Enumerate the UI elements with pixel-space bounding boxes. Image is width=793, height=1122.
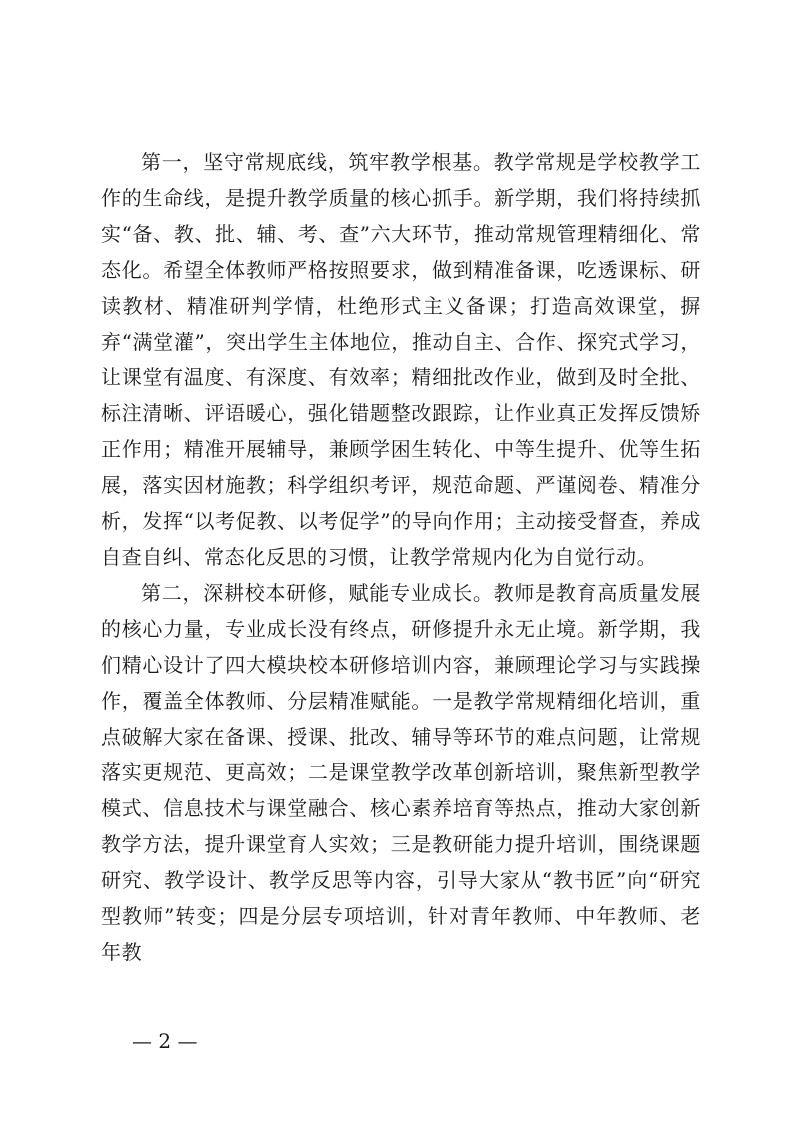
page-number: — 2 — (132, 1029, 198, 1053)
document-body (101, 145, 701, 971)
paragraph-2: 第二，深耕校本研修，赋能专业成长。教师是教育高质量发展的核心力量，专业成长没有终点，研修提升永无止境。新学期，我们精心设计了四大模块校本研修培训内容，兼顾理论学习与实践操作，覆盖全体教师、分层精准赋能。一是教学常规精细化培训，重点破解大家在备课、授课、批改、辅导等环节的难点问题，让常规落实更规范、更高效；二是课堂教学改革创新培训，聚焦新型教学模式、信息技术与课堂融合、核心素养培育等热点，推动大家创新教学方法，提升课堂育人实效；三是教研能力提升培训，围绕课题研究、教学设计、教学反思等内容，引导大家从“教书匠”向“研究型教师”转变；四是分层专项培训，针对青年教师、中年教师、老年教 (101, 580, 701, 964)
paragraph-1: 第一，坚守常规底线，筑牢教学根基。教学常规是学校教学工作的生命线，是提升教学质量的核心抓手。新学期，我们将持续抓实“备、教、批、辅、考、查”六大环节，推动常规管理精细化、常态化。希望全体教师严格按照要求，做到精准备课，吃透课标、研读教材、精准研判学情，杜绝形式主义备课；打造高效课堂，摒弃“满堂灌”，突出学生主体地位，推动自主、合作、探究式学习，让课堂有温度、有深度、有效率；精细批改作业，做到及时全批、标注清晰、评语暖心，强化错题整改跟踪，让作业真正发挥反馈矫正作用；精准开展辅导，兼顾学困生转化、中等生提升、优等生拓展，落实因材施教；科学组织考评，规范命题、严谨阅卷、精准分析，发挥“以考促教、以考促学”的导向作用；主动接受督查，养成自查自纠、常态化反思的习惯，让教学常规内化为自觉行动。 (101, 150, 701, 569)
